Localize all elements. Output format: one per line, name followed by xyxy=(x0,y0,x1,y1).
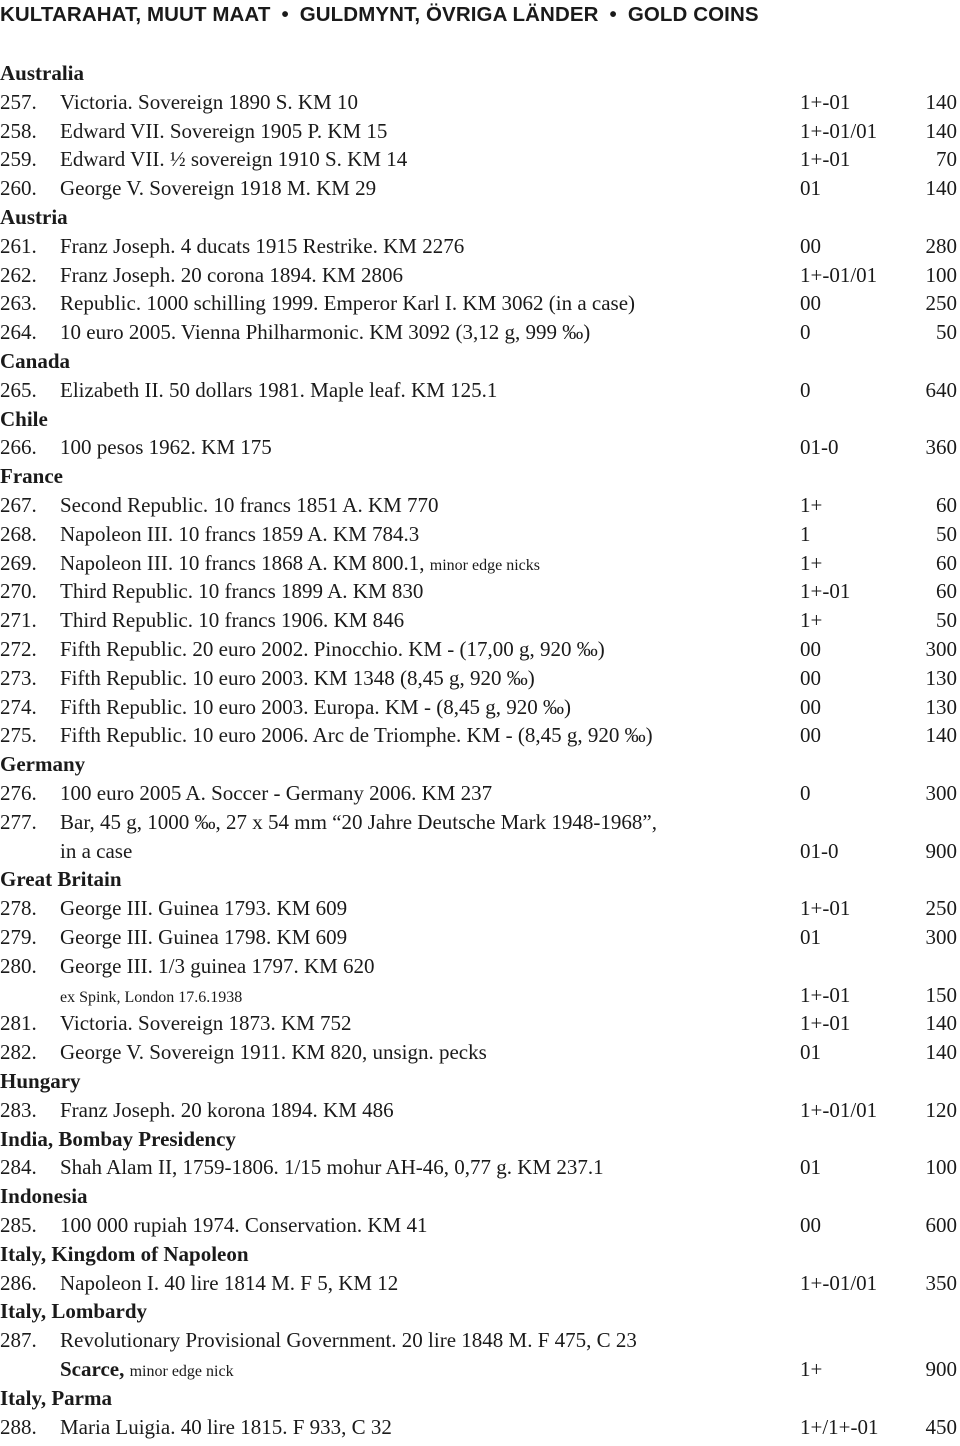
lot-number: 264. xyxy=(0,320,37,345)
lot-condition: 1+-01/01 xyxy=(800,1097,878,1122)
lot-condition: 00 xyxy=(800,665,821,690)
lot-description-text: Republic. 1000 schilling 1999. Emperor Karl I. KM 3062 (in a case) xyxy=(60,291,636,316)
lot-description-text: George V. Sovereign 1911. KM 820, unsign. pecks xyxy=(60,1040,487,1065)
lot-row xyxy=(0,779,960,808)
lot-condition: 1+-01 xyxy=(800,579,851,604)
lot-number: 262. xyxy=(0,262,37,287)
lot-number: 269. xyxy=(0,550,37,575)
lot-description-text: Scarce, xyxy=(60,1357,125,1381)
page-title xyxy=(0,0,960,30)
lot-description xyxy=(60,491,439,520)
lot-description-text: George III. Guinea 1798. KM 609 xyxy=(60,925,348,949)
lot-condition: 0 xyxy=(800,320,811,345)
lot-description-text: Franz Joseph. 4 ducats 1915 Restrike. KM 2276 xyxy=(60,233,465,258)
lot-condition: 01 xyxy=(800,1040,821,1065)
lot-description-text: Napoleon III. 10 francs 1868 A. KM 800.1, xyxy=(60,550,425,575)
lot-description xyxy=(60,721,653,750)
title-english: GOLD COINS xyxy=(627,3,759,26)
lot-description-text: 100 euro 2005 A. Soccer - Germany 2006. KM 237 xyxy=(60,781,493,805)
lot-description xyxy=(60,981,242,1012)
lot-price: 50 xyxy=(936,521,957,546)
lot-row xyxy=(0,318,960,347)
title-finnish: KULTARAHAT, MUUT MAAT xyxy=(0,3,271,26)
lot-condition: 1+-01/01 xyxy=(800,118,878,143)
lot-row xyxy=(0,1269,960,1298)
lot-row xyxy=(0,376,960,405)
lot-row xyxy=(0,1211,960,1240)
lot-row xyxy=(0,232,960,261)
lot-row xyxy=(0,145,960,174)
lot-row xyxy=(0,289,960,318)
lot-price: 640 xyxy=(925,377,957,402)
lot-description xyxy=(60,635,605,664)
lot-price: 50 xyxy=(936,320,957,345)
lot-condition: 1+-01/01 xyxy=(800,262,878,287)
lot-condition: 01-0 xyxy=(800,838,839,863)
lot-number: 273. xyxy=(0,665,37,690)
lot-price: 140 xyxy=(925,89,957,114)
country-heading xyxy=(0,1182,960,1211)
country-heading xyxy=(0,203,960,232)
country-heading-text: Hungary xyxy=(0,1069,81,1093)
lot-number: 274. xyxy=(0,694,37,719)
lot-price: 130 xyxy=(925,694,957,719)
lot-description xyxy=(60,1269,398,1298)
lot-description-text: Bar, 45 g, 1000 ‰, 27 x 54 mm “20 Jahre Deutsche Mark 1948-1968”, xyxy=(60,809,657,834)
lot-description-text: Napoleon III. 10 francs 1859 A. KM 784.3 xyxy=(60,521,420,546)
lot-number: 259. xyxy=(0,147,37,172)
lot-row xyxy=(0,1009,960,1038)
lot-condition: 01 xyxy=(800,925,821,949)
country-heading xyxy=(0,1125,960,1154)
lot-row xyxy=(0,664,960,693)
lot-condition: 1+-01 xyxy=(800,982,851,1007)
lot-price: 70 xyxy=(936,147,957,172)
lot-description-text: Fifth Republic. 10 euro 2003. KM 1348 (8,45 g, 920 ‰) xyxy=(60,665,535,690)
lot-number: 260. xyxy=(0,176,37,201)
lot-description xyxy=(60,289,635,318)
lot-condition: 1+ xyxy=(800,550,823,575)
lot-description xyxy=(60,808,657,837)
country-heading xyxy=(0,405,960,434)
country-heading xyxy=(0,1240,960,1269)
lot-price: 60 xyxy=(936,493,957,517)
lot-description-text: Franz Joseph. 20 korona 1894. KM 486 xyxy=(60,1097,394,1122)
lot-number: 267. xyxy=(0,493,37,517)
lot-row xyxy=(0,1038,960,1067)
lot-number: 277. xyxy=(0,809,37,834)
lot-number: 265. xyxy=(0,377,37,402)
lot-price: 140 xyxy=(925,1011,957,1036)
lot-description-text: 100 000 rupiah 1974. Conservation. KM 41 xyxy=(60,1213,428,1237)
lot-description xyxy=(60,1038,487,1067)
country-heading xyxy=(0,1297,960,1326)
lot-number: 257. xyxy=(0,89,37,114)
lot-description-text: Second Republic. 10 francs 1851 A. KM 770 xyxy=(60,493,439,517)
lot-description xyxy=(60,145,407,174)
lot-price: 300 xyxy=(925,925,957,949)
lot-description xyxy=(60,549,540,580)
lot-row xyxy=(0,1413,960,1442)
lot-description-text: Edward VII. Sovereign 1905 P. KM 15 xyxy=(60,118,388,143)
lot-description-text: Third Republic. 10 francs 1906. KM 846 xyxy=(60,608,405,633)
lot-description xyxy=(60,1009,352,1038)
lot-description xyxy=(60,88,358,117)
lot-row xyxy=(0,88,960,117)
lot-description-text: Fifth Republic. 20 euro 2002. Pinocchio. KM - (17,00 g, 920 ‰) xyxy=(60,637,605,661)
lot-number: 278. xyxy=(0,896,37,921)
lot-price: 900 xyxy=(925,1357,957,1381)
country-heading-text: Italy, Lombardy xyxy=(0,1299,148,1324)
lot-number: 282. xyxy=(0,1040,37,1065)
lot-condition: 00 xyxy=(800,1213,821,1237)
country-heading-text: Chile xyxy=(0,406,48,431)
lot-row xyxy=(0,174,960,203)
country-heading xyxy=(0,347,960,376)
lot-description-text: Victoria. Sovereign 1873. KM 752 xyxy=(60,1011,352,1036)
lot-continuation-row xyxy=(0,1355,960,1384)
lot-description-text: Elizabeth II. 50 dollars 1981. Maple leaf. KM 125.1 xyxy=(60,377,498,402)
lot-description-text: Victoria. Sovereign 1890 S. KM 10 xyxy=(60,89,358,114)
lot-description xyxy=(60,577,423,606)
lot-description-text: George III. Guinea 1793. KM 609 xyxy=(60,896,348,921)
lot-row xyxy=(0,491,960,520)
lot-condition: 1+-01/01 xyxy=(800,1270,878,1295)
lot-condition: 1+-01 xyxy=(800,147,851,172)
lot-number: 276. xyxy=(0,781,37,805)
lot-price: 140 xyxy=(925,723,957,748)
country-heading xyxy=(0,462,960,491)
lot-description xyxy=(60,1096,394,1125)
lot-number: 281. xyxy=(0,1011,37,1036)
lot-description xyxy=(60,952,375,981)
lot-condition: 01 xyxy=(800,1155,821,1180)
country-heading-text: Australia xyxy=(0,61,84,85)
lot-description xyxy=(60,117,387,146)
lot-description xyxy=(60,232,464,261)
lot-number: 266. xyxy=(0,435,37,460)
title-separator-2: • xyxy=(609,3,617,26)
lot-number: 271. xyxy=(0,608,37,633)
lot-condition: 0 xyxy=(800,781,811,805)
lot-price: 50 xyxy=(936,608,957,633)
lot-number: 261. xyxy=(0,233,37,258)
lot-description xyxy=(60,174,376,203)
lot-condition: 00 xyxy=(800,637,821,661)
lot-description xyxy=(60,1355,234,1386)
lot-row xyxy=(0,1096,960,1125)
lot-continuation-row xyxy=(0,981,960,1010)
country-heading xyxy=(0,1384,960,1413)
lot-note: minor edge nick xyxy=(129,1363,234,1380)
lot-row xyxy=(0,549,960,578)
lot-number: 270. xyxy=(0,579,37,604)
lot-price: 280 xyxy=(925,233,957,258)
lot-number: 284. xyxy=(0,1155,37,1180)
lot-description-text: Fifth Republic. 10 euro 2003. Europa. KM - (8,45 g, 920 ‰) xyxy=(60,694,571,719)
lot-continuation-row xyxy=(0,837,960,866)
lot-description xyxy=(60,1211,427,1240)
lot-number: 287. xyxy=(0,1328,37,1353)
lot-description xyxy=(60,837,132,866)
lot-description-text: 10 euro 2005. Vienna Philharmonic. KM 3092 (3,12 g, 999 ‰) xyxy=(60,320,591,345)
lot-description xyxy=(60,894,347,923)
lot-condition: 1+-01 xyxy=(800,896,851,921)
lot-row xyxy=(0,1153,960,1182)
country-heading-text: Great Britain xyxy=(0,867,122,892)
lot-condition: 1+ xyxy=(800,608,823,633)
lot-price: 140 xyxy=(925,1040,957,1065)
lot-row xyxy=(0,923,960,952)
lot-price: 60 xyxy=(936,550,957,575)
lot-description-text: Fifth Republic. 10 euro 2006. Arc de Triomphe. KM - (8,45 g, 920 ‰) xyxy=(60,723,653,748)
lot-condition: 00 xyxy=(800,233,821,258)
lot-row xyxy=(0,952,960,981)
lot-description-text: George V. Sovereign 1918 M. KM 29 xyxy=(60,176,377,201)
lot-description xyxy=(60,433,272,462)
lot-price: 120 xyxy=(925,1097,957,1122)
lot-price: 600 xyxy=(925,1213,957,1237)
country-heading-text: Germany xyxy=(0,752,86,777)
title-separator-1: • xyxy=(281,3,289,26)
lot-row xyxy=(0,808,960,837)
lot-price: 140 xyxy=(925,176,957,201)
country-heading-text: Austria xyxy=(0,205,68,229)
lot-description xyxy=(60,693,571,722)
lot-price: 100 xyxy=(925,262,957,287)
lot-row xyxy=(0,577,960,606)
lot-row xyxy=(0,606,960,635)
lot-note: minor edge nicks xyxy=(429,556,540,574)
lot-description-text: 100 pesos 1962. KM 175 xyxy=(60,435,272,460)
lot-condition: 00 xyxy=(800,723,821,748)
lot-description xyxy=(60,923,347,952)
lot-price: 300 xyxy=(925,781,957,805)
country-heading-text: France xyxy=(0,464,63,489)
lot-condition: 00 xyxy=(800,694,821,719)
lot-row xyxy=(0,721,960,750)
lot-price: 250 xyxy=(925,896,957,921)
lot-number: 258. xyxy=(0,118,37,143)
lot-description xyxy=(60,1153,604,1182)
lot-number: 285. xyxy=(0,1213,37,1237)
lot-description-text: Franz Joseph. 20 corona 1894. KM 2806 xyxy=(60,262,403,287)
lot-description-text: Napoleon I. 40 lire 1814 M. F 5, KM 12 xyxy=(60,1270,399,1295)
country-heading-text: Indonesia xyxy=(0,1184,88,1209)
lot-description xyxy=(60,664,535,693)
lot-price: 300 xyxy=(925,637,957,661)
country-heading xyxy=(0,1067,960,1096)
lot-price: 100 xyxy=(925,1155,957,1180)
country-heading xyxy=(0,59,960,88)
lot-price: 140 xyxy=(925,118,957,143)
lot-description-text: Maria Luigia. 40 lire 1815. F 933, C 32 xyxy=(60,1414,392,1439)
lot-number: 286. xyxy=(0,1270,37,1295)
country-heading-text: Italy, Kingdom of Napoleon xyxy=(0,1241,249,1266)
lot-description xyxy=(60,520,419,549)
lot-condition: 1+-01 xyxy=(800,1011,851,1036)
lot-condition: 0 xyxy=(800,377,811,402)
lot-price: 60 xyxy=(936,579,957,604)
lot-description xyxy=(60,779,492,808)
lot-row xyxy=(0,894,960,923)
lot-row xyxy=(0,117,960,146)
lot-row xyxy=(0,635,960,664)
country-heading-text: India, Bombay Presidency xyxy=(0,1126,236,1151)
lot-number: 263. xyxy=(0,291,37,316)
lot-condition: 1 xyxy=(800,521,811,546)
lot-price: 150 xyxy=(925,982,957,1007)
lot-description-text: Edward VII. ½ sovereign 1910 S. KM 14 xyxy=(60,147,408,172)
lot-description-text: George III. 1/3 guinea 1797. KM 620 xyxy=(60,953,375,978)
lot-condition: 00 xyxy=(800,291,821,316)
lot-row xyxy=(0,693,960,722)
lot-row xyxy=(0,520,960,549)
lot-row xyxy=(0,433,960,462)
lot-row xyxy=(0,1326,960,1355)
lot-description xyxy=(60,318,590,347)
lot-row xyxy=(0,261,960,290)
lot-description xyxy=(60,1413,392,1442)
lot-description xyxy=(60,376,497,405)
lot-condition: 1+ xyxy=(800,493,823,517)
lot-condition: 1+-01 xyxy=(800,89,851,114)
lot-number: 268. xyxy=(0,521,37,546)
lot-price: 360 xyxy=(925,435,957,460)
lot-description-text: Shah Alam II, 1759-1806. 1/15 mohur AH-46, 0,77 g. KM 237.1 xyxy=(60,1155,604,1180)
country-heading-text: Italy, Parma xyxy=(0,1385,112,1410)
lot-number: 283. xyxy=(0,1097,37,1122)
lot-price: 900 xyxy=(925,838,957,863)
lot-description-text: Third Republic. 10 francs 1899 A. KM 830 xyxy=(60,579,424,604)
lot-condition: 1+ xyxy=(800,1357,823,1381)
lot-condition: 01-0 xyxy=(800,435,839,460)
lot-description-text: in a case xyxy=(60,838,133,863)
lot-note: ex Spink, London 17.6.1938 xyxy=(60,988,243,1006)
country-heading xyxy=(0,865,960,894)
lot-price: 130 xyxy=(925,665,957,690)
lot-price: 450 xyxy=(925,1414,957,1439)
lot-condition: 1+/1+-01 xyxy=(800,1414,879,1439)
lot-description xyxy=(60,1326,637,1355)
lot-number: 288. xyxy=(0,1414,37,1439)
lot-description-text: Revolutionary Provisional Government. 20 lire 1848 M. F 475, C 23 xyxy=(60,1328,637,1353)
lot-price: 350 xyxy=(925,1270,957,1295)
lot-price: 250 xyxy=(925,291,957,316)
country-heading-text: Canada xyxy=(0,349,71,373)
lot-description xyxy=(60,261,403,290)
lot-description xyxy=(60,606,404,635)
lot-condition: 01 xyxy=(800,176,821,201)
title-swedish: GULDMYNT, ÖVRIGA LÄNDER xyxy=(299,3,599,26)
lot-number: 275. xyxy=(0,723,37,748)
lot-number: 280. xyxy=(0,953,37,978)
lot-number: 279. xyxy=(0,925,37,949)
lot-number: 272. xyxy=(0,637,37,661)
country-heading xyxy=(0,750,960,779)
